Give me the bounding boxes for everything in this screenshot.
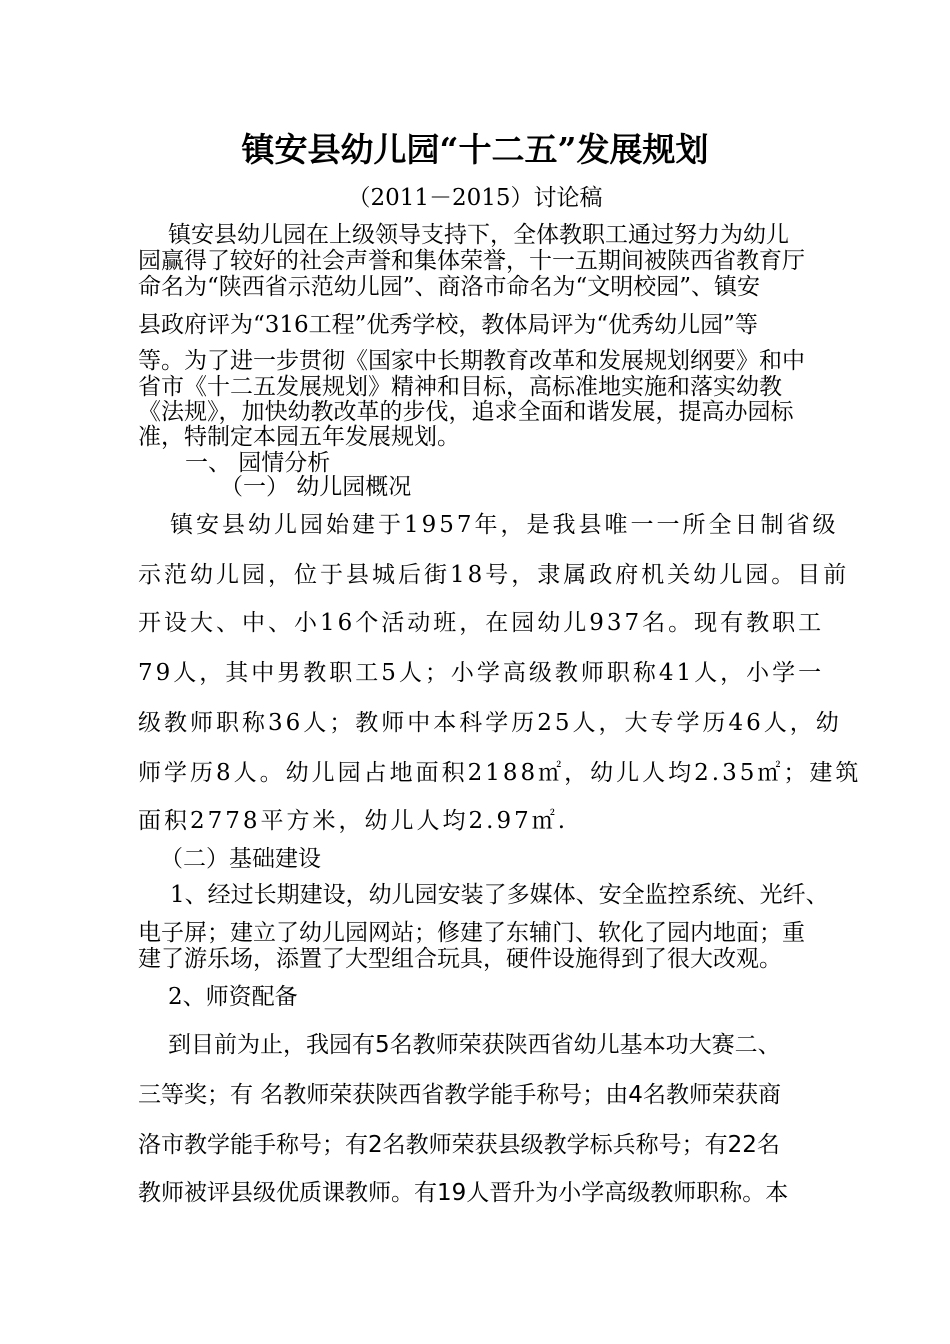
overview-line: 级教师职称36人；教师中本科学历25人，大专学历46人，幼 (138, 710, 842, 736)
subsection-heading-infrastructure: （二）基础建设 (160, 846, 321, 872)
subsection-heading-overview: （一） 幼儿园概况 (220, 474, 412, 500)
infrastructure-line: 建了游乐场，添置了大型组合玩具，硬件设施得到了很大改观。 (138, 946, 782, 972)
teacher-line: 教师被评县级优质课教师。有19人晋升为小学高级教师职称。本 (138, 1180, 789, 1206)
intro-line: 镇安县幼儿园在上级领导支持下，全体教职工通过努力为幼儿 (168, 222, 789, 248)
teacher-line: 到目前为止，我园有5名教师荣获陕西省幼儿基本功大赛二、 (168, 1032, 781, 1058)
intro-line: 准，特制定本园五年发展规划。 (138, 424, 460, 450)
teacher-line: 三等奖；有 名教师荣获陕西省教学能手称号；由4名教师荣获商 (138, 1082, 781, 1108)
overview-line: 示范幼儿园，位于县城后街18号，隶属政府机关幼儿园。目前 (138, 562, 850, 588)
overview-line: 面积2778平方米，幼儿人均2.97㎡. (138, 808, 569, 834)
item-heading-teachers: 2、师资配备 (168, 984, 298, 1010)
section-heading-situation: 一、 园情分析 (185, 450, 331, 476)
intro-line: 等。为了进一步贯彻《国家中长期教育改革和发展规划纲要》和中 (138, 348, 805, 374)
teacher-line: 洛市教学能手称号；有2名教师荣获县级教学标兵称号；有22名 (138, 1132, 780, 1158)
infrastructure-line: 1、经过长期建设，幼儿园安装了多媒体、安全监控系统、光纤、 (170, 882, 829, 908)
intro-line: 省市《十二五发展规划》精神和目标，高标准地实施和落实幼教 (138, 374, 782, 400)
overview-line: 79人，其中男教职工5人；小学高级教师职称41人，小学一 (138, 660, 825, 686)
intro-line: 园赢得了较好的社会声誉和集体荣誉，十一五期间被陕西省教育厅 (138, 248, 805, 274)
infrastructure-line: 电子屏；建立了幼儿园网站；修建了东辅门、软化了园内地面；重 (138, 920, 805, 946)
intro-line: 《法规》，加快幼教改革的步伐，追求全面和谐发展，提高办园标 (138, 399, 794, 425)
overview-line: 镇安县幼儿园始建于1957年，是我县唯一一所全日制省级 (170, 512, 839, 538)
document-title: 镇安县幼儿园“十二五”发展规划 (241, 130, 709, 169)
overview-line: 师学历8人。幼儿园占地面积2188㎡，幼儿人均2.35㎡；建筑 (138, 760, 862, 786)
overview-line: 开设大、中、小16个活动班，在园幼儿937名。现有教职工 (138, 610, 825, 636)
intro-line: 县政府评为“316工程”优秀学校，教体局评为“优秀幼儿园”等 (138, 312, 758, 338)
intro-line: 命名为“陕西省示范幼儿园”、商洛市命名为“文明校园”、镇安 (138, 274, 761, 300)
document-subtitle: （2011－2015）讨论稿 (347, 185, 603, 211)
